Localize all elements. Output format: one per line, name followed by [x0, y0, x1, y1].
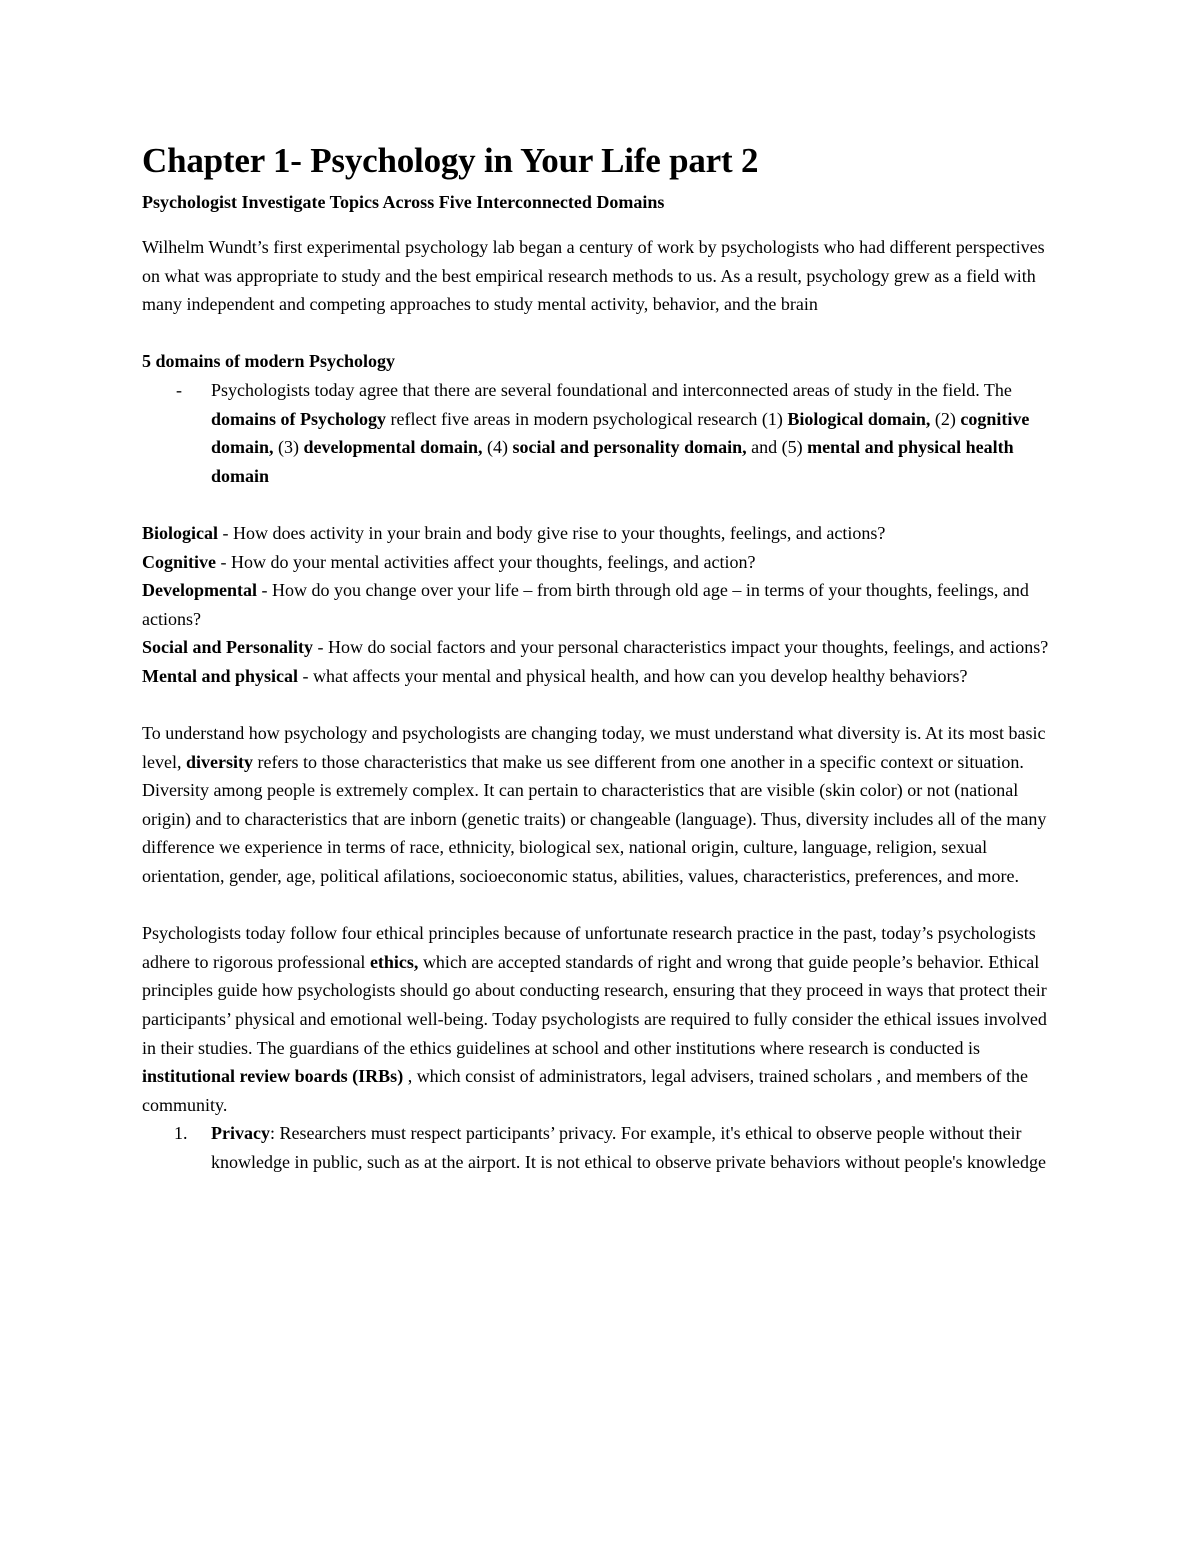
spacer — [142, 891, 1062, 920]
ethics-paragraph — [142, 919, 1062, 1119]
definition-term: Cognitive — [142, 551, 216, 572]
paragraph-text: , which consist of administrators, legal advisers, trained scholars , and members of the community. — [142, 1066, 1029, 1115]
domains-bullet-item — [142, 376, 1062, 490]
intro-paragraph: Wilhelm Wundt’s first experimental psychology lab began a century of work by psychologists who had different perspectives on what was appropriate to study and the best empirical research methods to us. As a result, psychology grew as a field with many independent and competing approaches to study mental activity, behavior, and the brain — [142, 237, 1045, 315]
bold-term: diversity — [185, 751, 253, 772]
page-subtitle: Psychologist Investigate Topics Across Five Interconnected Domains — [142, 192, 665, 212]
definition-developmental — [142, 576, 1062, 633]
paragraph-text: which are accepted standards of right and wrong that guide people’s behavior. Ethical principles guide how psychologists should go about conducting research, ensuring that they proceed in ways that protect their participants’ physical and emotional well-being. Today psychologists are required to fully consider the ethical issues involved in their studies. The guardians of the ethics guidelines at school and other institutions where research is conducted is — [142, 951, 1047, 1058]
definition-text: - How do your mental activities affect your thoughts, feelings, and action? — [216, 551, 756, 572]
bold-term: cognitive domain, — [211, 408, 1030, 458]
definition-term: Mental and physical — [142, 665, 299, 686]
paragraph-text: Psychologists today follow four ethical principles because of unfortunate research practice in the past, today’s psychologists adhere to rigorous professional — [142, 923, 1036, 972]
definitions-block — [142, 519, 1062, 691]
bold-term: Biological domain, — [787, 408, 931, 429]
definition-term: Social and Personality — [142, 637, 314, 658]
bullet-text: and (5) — [746, 437, 808, 458]
ethical-principles-list — [142, 1119, 1062, 1176]
definition-text: - How do social factors and your personal characteristics impact your thoughts, feelings, and actions? — [313, 637, 1049, 658]
bullet-text: Psychologists today agree that there are several foundational and interconnected areas of study in the field. The — [211, 379, 1012, 400]
domains-bullet-list — [142, 376, 1062, 490]
paragraph-text: To understand how psychology and psychologists are changing today, we must understand what diversity is. At its most basic level, — [142, 723, 1046, 772]
document-page — [142, 140, 1062, 1177]
definition-text: - How does activity in your brain and body give rise to your thoughts, feelings, and actions? — [218, 522, 886, 543]
bold-term: institutional review boards (IRBs) — [142, 1066, 404, 1087]
page-title: Chapter 1- Psychology in Your Life part 2 — [142, 141, 759, 180]
bullet-text: reflect five areas in modern psychological research (1) — [386, 408, 788, 429]
bullet-text: (3) — [273, 437, 304, 458]
definition-biological — [142, 519, 1062, 548]
definition-term: Biological — [142, 522, 218, 543]
list-number: 1. — [174, 1123, 188, 1144]
bold-term: mental and physical health domain — [211, 437, 1014, 486]
principle-item-privacy — [142, 1119, 1062, 1176]
principle-text: : Researchers must respect participants’ privacy. For example, it's ethical to observe people without their knowledge in public, such as at the airport. It is not ethical to observe private behaviors without people's knowledge — [211, 1123, 1047, 1172]
bold-term: domains of Psychology — [211, 408, 387, 429]
spacer — [142, 691, 1062, 720]
bold-term: social and personality domain, — [512, 437, 747, 458]
bullet-text: (2) — [930, 408, 961, 429]
definition-mental-physical — [142, 662, 1062, 691]
definition-text: - what affects your mental and physical health, and how can you develop healthy behaviors? — [298, 665, 968, 686]
spacer — [142, 490, 1062, 519]
bold-term: ethics, — [369, 951, 419, 972]
bullet-marker: - — [176, 379, 182, 400]
diversity-paragraph — [142, 719, 1062, 891]
spacer — [142, 319, 1062, 348]
definition-term: Developmental — [142, 580, 257, 601]
bold-term: developmental domain, — [303, 437, 483, 458]
definition-text: - How do you change over your life – from birth through old age – in terms of your thoughts, feelings, and actions? — [142, 580, 1029, 629]
definition-cognitive — [142, 548, 1062, 577]
principle-term: Privacy — [211, 1123, 270, 1144]
paragraph-text: refers to those characteristics that make us see different from one another in a specific context or situation. Diversity among people is extremely complex. It can pertain to characteristics that are visible (skin color) or not (national origin) and to characteristics that are inborn (genetic traits) or changeable (language). Thus, diversity includes all of the many difference we experience in terms of race, ethnicity, biological sex, national origin, culture, language, religion, sexual orientation, gender, age, political afilations, socioeconomic status, abilities, values, characteristics, preferences, and more. — [142, 751, 1047, 887]
domains-heading: 5 domains of modern Psychology — [142, 351, 396, 372]
definition-social-personality — [142, 633, 1062, 662]
bullet-text: (4) — [482, 437, 513, 458]
